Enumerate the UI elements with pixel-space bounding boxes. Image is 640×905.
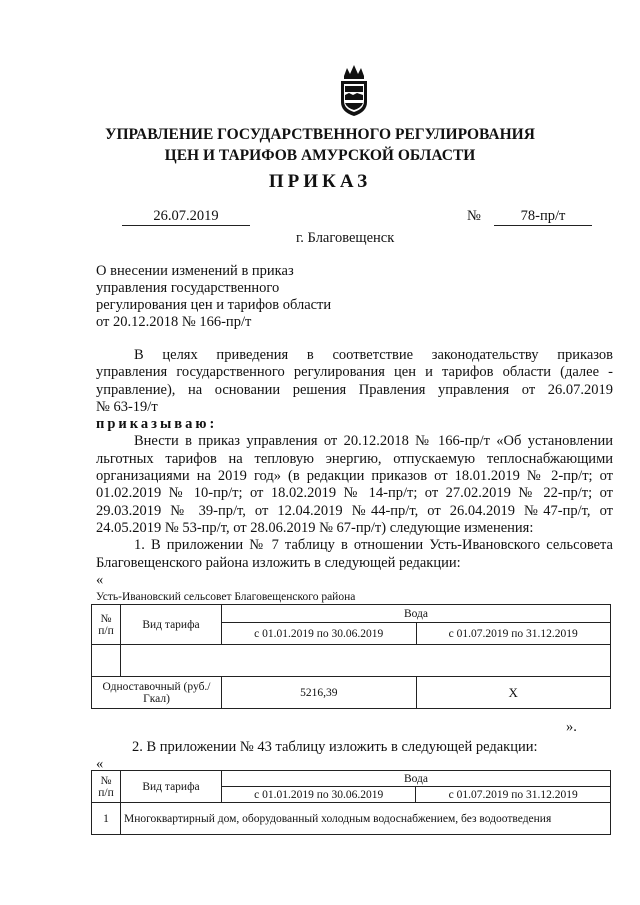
empty-cell [92, 645, 121, 677]
table1-caption: Усть-Ивановский сельсовет Благовещенского района [96, 591, 356, 603]
subject-line: от 20.12.2018 № 166-пр/т [96, 314, 252, 330]
close-quote: ». [566, 719, 577, 735]
subject-line: регулирования цен и тарифов области [96, 297, 332, 313]
org-line-2: ЦЕН И ТАРИФОВ АМУРСКОЙ ОБЛАСТИ [164, 147, 476, 164]
preamble-line: № 63-19/т [96, 398, 158, 415]
col-type-header: Вид тарифа [121, 605, 222, 645]
row-description: Многоквартирный дом, оборудованный холодным водоснабжением, без водоотведения [121, 803, 611, 835]
organization-name [0, 124, 640, 166]
document-body [96, 347, 613, 589]
document-subject [96, 263, 376, 331]
body-line: 01.02.2019 № 10-пр/т; от 18.02.2019 № 14-пр/т; от 27.02.2019 № 22-пр/т; от [96, 485, 613, 502]
body-line: Внести в приказ управления от 20.12.2018 № 166-пр/т «Об установлении [134, 433, 613, 450]
coat-of-arms-icon [336, 62, 372, 118]
decree-word: приказываю: [96, 416, 218, 433]
value-period2: Х [416, 677, 611, 709]
subject-line: О внесении изменений в приказ [96, 263, 294, 279]
period1-header: с 01.01.2019 по 30.06.2019 [222, 787, 416, 803]
item1-line: 1. В приложении № 7 таблицу в отношении Усть-Ивановского сельсовета [134, 537, 613, 554]
period2-header: с 01.07.2019 по 31.12.2019 [416, 623, 611, 645]
col-num-header: № п/п [92, 605, 121, 645]
item2-text: 2. В приложении № 43 таблицу изложить в следующей редакции: [132, 739, 538, 755]
number-sign: № [467, 208, 481, 224]
col-type-header: Вид тарифа [121, 771, 222, 803]
document-date: 26.07.2019 [122, 208, 250, 226]
tariff-table-1 [91, 604, 611, 709]
period2-header: с 01.07.2019 по 31.12.2019 [416, 787, 611, 803]
org-line-1: УПРАВЛЕНИЕ ГОСУДАРСТВЕННОГО РЕГУЛИРОВАНИЯ [105, 126, 535, 143]
city: г. Благовещенск [296, 230, 395, 246]
col-group-header: Вода [222, 771, 611, 787]
period1-header: с 01.01.2019 по 30.06.2019 [222, 623, 417, 645]
empty-cell [121, 645, 611, 677]
open-quote-2: « [96, 756, 104, 772]
body-line: 29.03.2019 № 39-пр/т, от 12.04.2019 №44-пр/т, от 26.04.2019 №47-пр/т, от [96, 502, 613, 519]
document-type: ПРИКАЗ [268, 171, 372, 192]
subject-line: управления государственного [96, 280, 280, 296]
value-period1: 5216,39 [222, 677, 417, 709]
preamble-line: В целях приведения в соответствие законодательству приказов [134, 347, 613, 363]
tariff-table-2 [91, 770, 611, 835]
row-label: Одноставочный (руб./Гкал) [92, 677, 222, 709]
body-line: 24.05.2019 № 53-пр/т, от 28.06.2019 № 67-пр/т) следующие изменения: [96, 519, 534, 536]
col-num-header: № п/п [92, 771, 121, 803]
body-line: льготных тарифов на тепловую энергию, отпускаемую теплоснабжающими [96, 450, 613, 467]
body-line: организациями на 2019 год» (в редакции приказов от 18.01.2019 № 2-пр/т; от [96, 468, 613, 485]
document-number: 78-пр/т [494, 208, 592, 226]
item1-line: Благовещенского района изложить в следующей редакции: [96, 554, 461, 571]
col-group-header: Вода [222, 605, 611, 623]
preamble-line: управление), на основании решения Правления управления от 26.07.2019 [96, 381, 613, 398]
preamble-line: управления государственного регулирования цен и тарифов области (далее - [96, 364, 613, 381]
open-quote: « [96, 571, 104, 588]
row-number: 1 [92, 803, 121, 835]
